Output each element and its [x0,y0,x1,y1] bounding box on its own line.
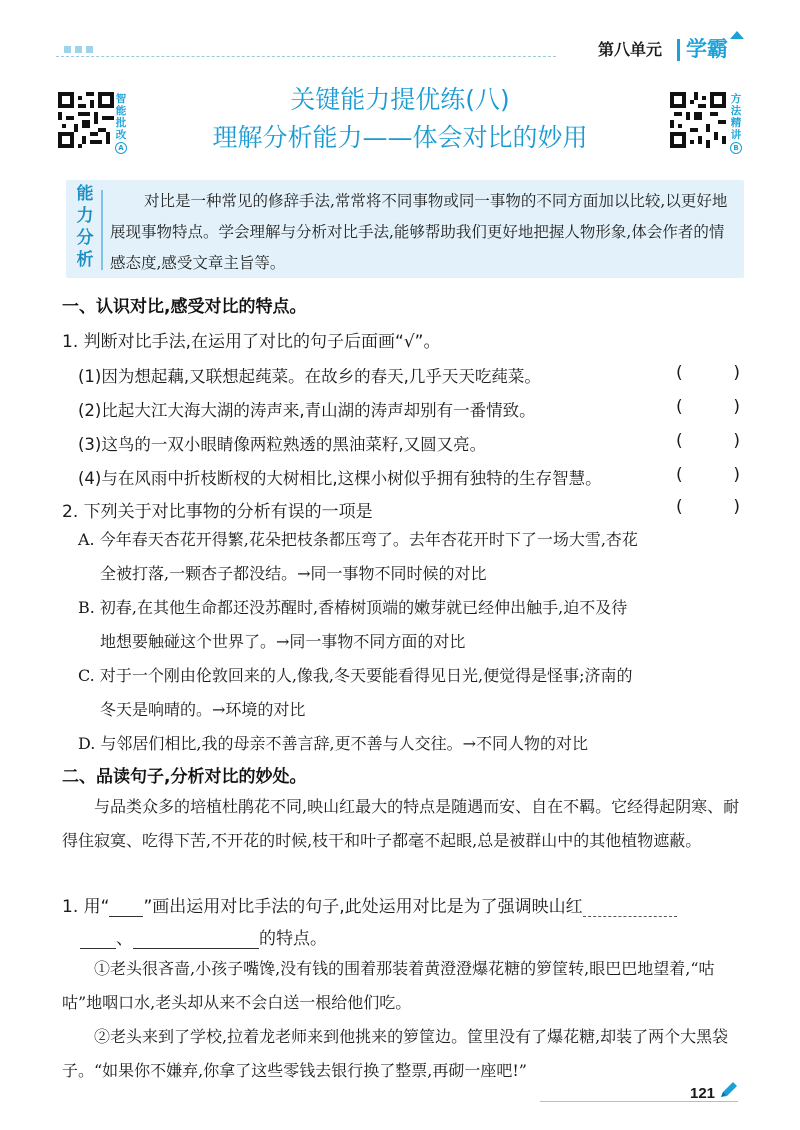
qr-caption-method-lecture: 方 法 精 讲 B [730,93,742,152]
header-decoration [64,46,93,53]
section2-heading: 二、品读句子,分析对比的妙处。 [62,767,307,787]
section1-heading: 一、认识对比,感受对比的特点。 [62,297,307,317]
page-title: 关键能力提优练(八) [290,85,510,114]
q1-item-4: (4)与在风雨中折枝断杈的大树相比,这棵小树似乎拥有独特的生存智慧。 [78,469,602,488]
answer-blank-3[interactable] [133,930,259,949]
q2-option-c: C. 对于一个刚由伦敦回来的人,像我,冬天要能看得见日光,便觉得是怪事;济南的 冬天是响晴的。→环境的对比 [78,666,633,719]
sentence-1: ①老头很吝啬,小孩子嘴馋,没有钱的围着那装着黄澄澄爆花糖的箩筐转,眼巴巴地望着,“咕咕”地咽口水,老头却从来不会白送一根给他们吃。 [62,959,715,1012]
q2-option-a: A. 今年春天杏花开得繁,花朵把枝条都压弯了。去年杏花开时下了一场大雪,杏花 全被打落,一颗杏子都没结。→同一事物不同时候的对比 [78,530,638,583]
q1-item-2: (2)比起大江大海大湖的涛声来,青山湖的涛声却别有一番情致。 [78,401,536,420]
q1-stem: 1. 判断对比手法,在运用了对比的句子后面画“√”。 [62,332,441,352]
answer-blank-1[interactable] [583,898,677,917]
pencil-icon [718,1080,740,1100]
q1-answer-1[interactable]: ( ) [676,363,740,383]
ability-tag: 能 力 分 析 [76,184,94,270]
header-divider [56,56,556,57]
sentence-2: ②老头来到了学校,拉着龙老师来到他挑来的箩筐边。筐里没有了爆花糖,却装了两个大黑袋子。“如果你不嫌弃,你拿了这些零钱去银行换了整票,再砌一座吧!” [62,1027,729,1080]
graduation-cap-icon [730,31,744,39]
page-number: 121 [690,1085,716,1102]
ability-divider [101,190,103,270]
unit-separator [677,39,680,61]
badge-a-icon: A [115,142,127,154]
q2-option-b: B. 初春,在其他生命都还没苏醒时,香椿树顶端的嫩芽就已经伸出触手,迫不及待 地想要触碰这个世界了。→同一事物不同方面的对比 [78,598,628,651]
ability-text: 对比是一种常见的修辞手法,常常将不同事物或同一事物的不同方面加以比较,以更好地展现事物特点。学会理解与分析对比手法,能够帮助我们更好地把握人物形象,体会作者的情感态度,感受文章主旨等。 [110,192,728,272]
answer-blank-2[interactable] [80,930,116,949]
q1-answer-3[interactable]: ( ) [676,431,740,451]
s2-q1-cont: 、 的特点。 [80,924,750,949]
q2-answer[interactable]: ( ) [676,497,740,517]
q1-answer-4[interactable]: ( ) [676,465,740,485]
q2-option-d: D. 与邻居们相比,我的母亲不善言辞,更不善与人交往。→不同人物的对比 [78,734,589,753]
q1-item-1: (1)因为想起藕,又联想起莼菜。在故乡的春天,几乎天天吃莼菜。 [78,367,541,386]
section2-passage: 与品类众多的培植杜鹃花不同,映山红最大的特点是随遇而安、自在不羁。它经得起阴寒、耐得住寂寞、吃得下苦,不开花的时候,枝干和叶子都毫不起眼,总是被群山中的其他植物遮蔽。 [62,797,740,850]
unit-label: 第八单元 [598,42,663,59]
q1-answer-2[interactable]: ( ) [676,397,740,417]
s2-q1: 1. 用“ ”画出运用对比手法的句子,此处运用对比是为了强调映山红 [62,892,752,917]
page-subtitle: 理解分析能力——体会对比的妙用 [212,123,588,152]
q1-item-3: (3)这鸟的一双小眼睛像两粒熟透的黑油菜籽,又圆又亮。 [78,435,487,454]
qr-caption-smart-grading: 智 能 批 改 A [115,93,127,152]
brand-logo: 学霸 [686,37,728,61]
underline-sample [109,898,143,917]
q2-stem: 2. 下列关于对比事物的分析有误的一项是 [62,502,373,522]
badge-b-icon: B [730,142,742,154]
